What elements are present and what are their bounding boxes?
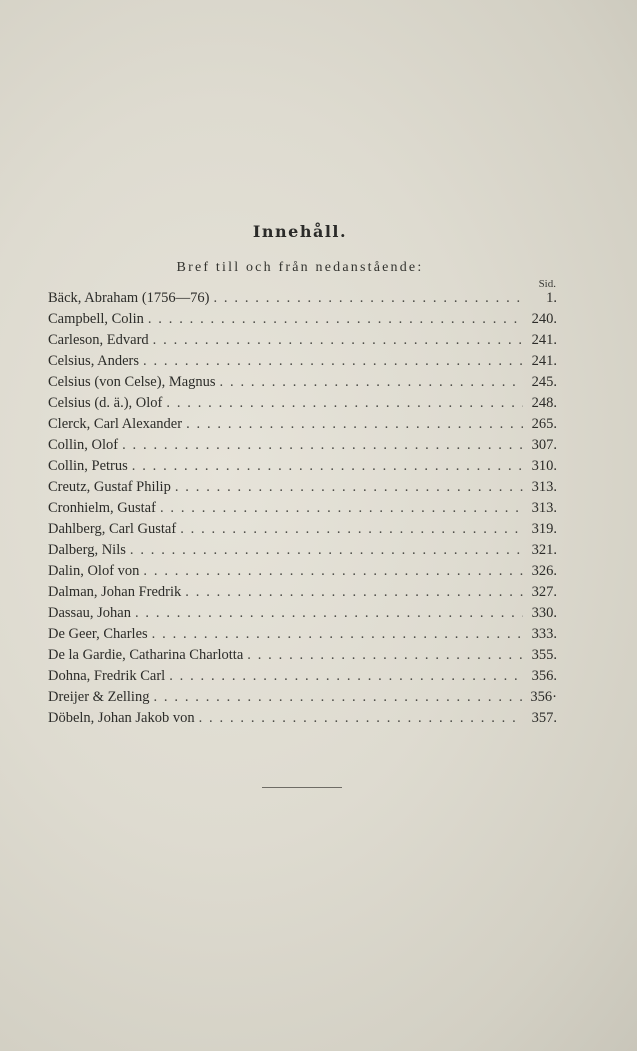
toc-entry: [48, 542, 557, 563]
toc-entry-name: Döbeln, Johan Jakob von: [48, 710, 195, 726]
toc-entry-page: 265.: [531, 416, 557, 432]
toc-entry-page: 245.: [531, 374, 557, 390]
page-column-label: Sid.: [538, 278, 556, 290]
toc-entry-name: Celsius (von Celse), Magnus: [48, 374, 216, 390]
toc-entry: [48, 395, 557, 416]
toc-entry: [48, 311, 557, 332]
toc-entry-page: 319.: [531, 521, 557, 537]
toc-entry-name: Campbell, Colin: [48, 311, 144, 327]
toc-entry-page: 313.: [531, 500, 557, 516]
toc-entry: [48, 626, 557, 647]
dot-leader: [149, 689, 523, 706]
toc-entry: [48, 710, 557, 731]
toc-entry: [48, 332, 557, 353]
toc-entry-name: Celsius, Anders: [48, 353, 140, 369]
toc-entry-page: 248.: [531, 395, 557, 411]
toc-entry: [48, 605, 557, 626]
dot-leader: [165, 668, 523, 685]
toc-entry-page: 241.: [531, 332, 557, 348]
toc-entry: [48, 521, 557, 542]
toc-entry-name: Clerck, Carl Alexander: [48, 416, 183, 432]
table-of-contents: [48, 290, 557, 731]
toc-entry-name: Cronhielm, Gustaf: [48, 500, 156, 516]
toc-entry: [48, 458, 557, 479]
toc-entry-name: De Geer, Charles: [48, 626, 148, 642]
dot-leader: [149, 332, 523, 349]
toc-entry: [48, 584, 557, 605]
dot-leader: [131, 605, 523, 622]
toc-entry: [48, 479, 557, 500]
toc-entry-name: Carleson, Edvard: [48, 332, 149, 348]
toc-entry-name: Dalman, Johan Fredrik: [48, 584, 182, 600]
toc-entry-name: Dassau, Johan: [48, 605, 131, 621]
toc-entry-page: 326.: [531, 563, 557, 579]
toc-entry-page: 310.: [531, 458, 557, 474]
dot-leader: [139, 563, 523, 580]
dot-leader: [162, 395, 523, 412]
dot-leader: [144, 311, 523, 328]
dot-leader: [118, 437, 523, 454]
toc-entry: [48, 290, 557, 311]
toc-entry-name: Dalberg, Nils: [48, 542, 126, 558]
toc-entry-page: 330.: [531, 605, 557, 621]
toc-entry-page: 307.: [531, 437, 557, 453]
toc-entry-page: 356.: [531, 668, 557, 684]
dot-leader: [216, 374, 523, 391]
toc-entry-name: Dreijer & Zelling: [48, 689, 150, 705]
dot-leader: [182, 416, 523, 433]
toc-entry-page: 327.: [531, 584, 557, 600]
dot-leader: [243, 647, 523, 664]
toc-entry-page: 313.: [531, 479, 557, 495]
toc-entry-page: 357.: [531, 710, 557, 726]
page-title: Innehåll.: [252, 222, 348, 241]
toc-entry-page: 356·: [530, 689, 557, 705]
toc-entry-name: Dalin, Olof von: [48, 563, 140, 579]
dot-leader: [171, 479, 523, 496]
toc-entry-name: Collin, Olof: [48, 437, 119, 453]
toc-entry-page: 241.: [531, 353, 557, 369]
section-divider: [262, 787, 342, 788]
toc-entry-name: Collin, Petrus: [48, 458, 128, 474]
toc-entry: [48, 689, 557, 710]
toc-entry-page: 240.: [531, 311, 557, 327]
toc-entry-page: 1.: [546, 290, 557, 306]
toc-entry: [48, 353, 557, 374]
toc-entry-page: 333.: [531, 626, 557, 642]
toc-entry-name: De la Gardie, Catharina Charlotta: [48, 647, 244, 663]
dot-leader: [128, 458, 523, 475]
dot-leader: [195, 710, 523, 727]
toc-entry: [48, 647, 557, 668]
toc-entry-page: 321.: [531, 542, 557, 558]
toc-entry-name: Bäck, Abraham (1756—76): [48, 290, 210, 306]
toc-entry: [48, 416, 557, 437]
toc-entry: [48, 668, 557, 689]
toc-entry-name: Dohna, Fredrik Carl: [48, 668, 166, 684]
toc-entry-name: Celsius (d. ä.), Olof: [48, 395, 163, 411]
dot-leader: [181, 584, 523, 601]
toc-entry: [48, 374, 557, 395]
toc-entry: [48, 437, 557, 458]
toc-entry-page: 355.: [531, 647, 557, 663]
toc-entry-name: Dahlberg, Carl Gustaf: [48, 521, 177, 537]
toc-entry: [48, 563, 557, 584]
dot-leader: [126, 542, 523, 559]
toc-entry-name: Creutz, Gustaf Philip: [48, 479, 171, 495]
dot-leader: [156, 500, 523, 517]
toc-entry: [48, 500, 557, 521]
dot-leader: [148, 626, 523, 643]
dot-leader: [176, 521, 523, 538]
page-subtitle: Bref till och från nedanstående:: [176, 260, 424, 275]
dot-leader: [139, 353, 523, 370]
dot-leader: [209, 290, 523, 307]
